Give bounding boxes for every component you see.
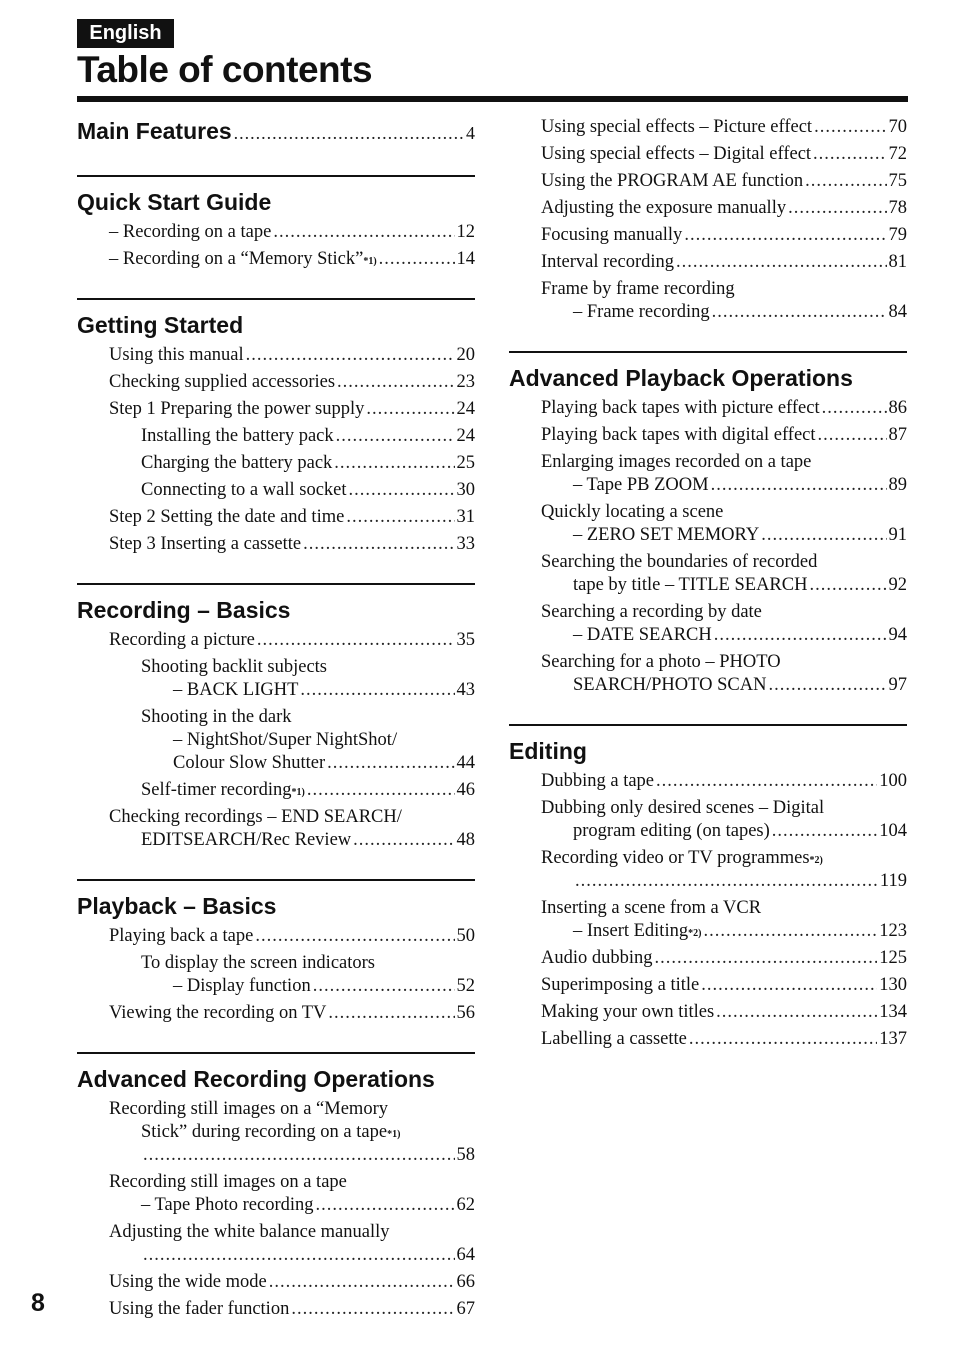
entry-line-final [77,1144,475,1167]
section-title: Main Features [77,118,232,144]
dot-leader [818,424,887,447]
entry-line-final [77,925,475,948]
dot-leader [689,1028,877,1051]
entry-text: Connecting to a wall socket [141,480,347,500]
entry-text: Installing the battery pack [141,426,334,446]
entry-line-final [77,752,475,775]
entry-line-final [509,1028,907,1051]
toc-entry[interactable] [77,952,475,998]
entry-line [77,656,475,679]
toc-entry[interactable] [509,1001,907,1024]
entry-line-final [77,1271,475,1294]
page-ref[interactable]: 78 [888,198,907,218]
entry-text: Colour Slow Shutter [173,753,326,773]
entry-text: Interval recording [541,252,675,272]
toc-entry[interactable] [509,551,907,597]
toc-section-advanced-recording-operations [77,1052,475,1321]
entry-text: Self-timer recording [141,780,292,800]
entry-text: Recording a picture [109,630,255,650]
entry-line-final [509,116,907,139]
dot-leader [366,398,454,421]
entry-line [77,806,475,829]
page-ref[interactable]: 24 [456,426,475,446]
page-ref[interactable]: 20 [456,345,475,365]
entry-line-final [509,170,907,193]
entry-line-final [77,975,475,998]
dot-leader [684,224,886,247]
page-ref[interactable]: 89 [888,475,907,495]
toc-entry[interactable] [77,1171,475,1217]
dot-leader [328,1002,454,1025]
entry-line-final [509,870,907,893]
section-heading: Quick Start Guide [77,189,272,215]
entry-text: Audio dubbing [541,948,653,968]
page-ref[interactable]: 64 [456,1245,475,1265]
dot-leader [814,116,886,139]
page-ref[interactable]: 31 [456,507,475,527]
page-ref[interactable]: 70 [888,117,907,137]
section-heading: Playback – Basics [77,893,277,919]
page-ref[interactable]: 14 [456,249,475,269]
page-ref[interactable]: 62 [456,1195,475,1215]
entry-text: To display the screen indicators [141,953,375,973]
dot-leader [316,1194,455,1217]
dot-leader [809,574,886,597]
toc-section-quick-start-guide [77,175,475,271]
section-heading: Editing [509,738,587,764]
page-ref[interactable]: 86 [888,398,907,418]
entry-line-final [509,947,907,970]
page-ref[interactable]: 104 [879,821,907,841]
page-ref[interactable]: 23 [456,372,475,392]
entry-text: – BACK LIGHT [173,680,299,700]
entry-line [77,1221,475,1244]
entry-line-final [77,829,475,852]
entry-line: Recording video or TV programmes *2) [541,848,823,868]
section-heading: Getting Started [77,312,244,338]
entry-line-final [509,474,907,497]
entry-text: program editing (on tapes) [573,821,770,841]
entry-line-final: Self-timer recording *1) ..... 46 [77,779,475,802]
entry-line [77,952,475,975]
entry-text: Searching for a photo – PHOTO [541,652,781,672]
page-ref[interactable]: 81 [888,252,907,272]
dot-leader [712,301,887,324]
entry-line-final [509,674,907,697]
entry-line [77,1171,475,1194]
entry-text: Labelling a cassette [541,1029,687,1049]
entry-text: Step 1 Preparing the power supply [109,399,365,419]
toc-section-continued [509,104,907,324]
toc-entry[interactable] [509,251,907,274]
entry-line-final [77,629,475,652]
dot-leader [334,452,454,475]
page-ref[interactable]: 72 [888,144,907,164]
toc-entry[interactable] [77,371,475,394]
entry-line-final [77,452,475,475]
toc-entry[interactable] [77,344,475,367]
page-ref[interactable]: 94 [888,625,907,645]
toc-entry[interactable] [77,1098,475,1167]
toc-entry[interactable] [509,278,907,324]
section-heading: Recording – Basics [77,597,291,623]
toc-section-editing [509,724,907,1051]
entry-line-final: – Insert Editing *2) ..... 123 [509,920,907,943]
entry-text: Frame by frame recording [541,279,735,299]
entry-text: Playing back a tape [109,926,254,946]
dot-leader [300,679,454,702]
dot-leader [805,170,886,193]
toc-section-getting-started [77,298,475,556]
toc-entry[interactable] [509,651,907,697]
entry-line [77,706,475,729]
entry-text: Adjusting the exposure manually [541,198,787,218]
entry-line-final: – Recording on a “Memory Stick” *1) ..... 14 [77,248,475,271]
toc-section-main-features [77,104,475,148]
toc-entry[interactable] [77,533,475,556]
entry-line [77,1098,475,1121]
toc-entry[interactable] [77,656,475,702]
toc-entry[interactable] [77,248,475,271]
dot-leader [772,820,877,843]
dot-leader [656,770,877,793]
entry-text: EDITSEARCH/Rec Review [141,830,352,850]
toc-entry[interactable] [77,779,475,802]
page-ref[interactable]: 33 [456,534,475,554]
page-ref[interactable]: 35 [456,630,475,650]
entry-line-final [77,533,475,556]
page-ref[interactable]: 50 [456,926,475,946]
language-badge: English [77,19,174,48]
section-heading [77,116,475,148]
entry-text: Charging the battery pack [141,453,333,473]
dot-leader [303,533,454,556]
entry-line [509,501,907,524]
entry-line [509,797,907,820]
dot-leader [714,624,887,647]
page-ref[interactable]: 43 [456,680,475,700]
toc-entry[interactable] [509,947,907,970]
entry-text: Dubbing only desired scenes – Digital [541,798,825,818]
entry-text: tape by title – TITLE SEARCH [573,575,808,595]
entry-text: Searching the boundaries of recorded [541,552,818,572]
dot-leader [701,974,877,997]
entry-line-final [77,398,475,421]
entry-line: Stick” during recording on a tape *1) [141,1122,401,1142]
entry-line-final [77,371,475,394]
entry-text: Viewing the recording on TV [109,1003,327,1023]
dot-leader [711,474,887,497]
page-ref[interactable]: 137 [879,1029,907,1049]
entry-line [509,551,907,574]
entry-text: – DATE SEARCH [573,625,712,645]
dot-leader [143,1144,455,1167]
page-ref[interactable]: 25 [456,453,475,473]
entry-text: Step 3 Inserting a cassette [109,534,302,554]
entry-line-final [77,506,475,529]
dot-leader [313,975,455,998]
toc-entry[interactable] [77,1002,475,1025]
entry-text: Adjusting the white balance manually [109,1222,390,1242]
entry-line-final [509,624,907,647]
dot-leader [273,221,454,244]
toc-entry[interactable] [509,397,907,420]
toc-entry[interactable] [509,601,907,647]
toc-entry[interactable] [509,224,907,247]
entry-text: Checking supplied accessories [109,372,336,392]
entry-text: Step 2 Setting the date and time [109,507,345,527]
page-ref[interactable]: 87 [888,425,907,445]
dot-leader [703,920,877,943]
entry-text: Using special effects – Picture effect [541,117,813,137]
entry-text: Dubbing a tape [541,771,655,791]
dot-leader [269,1271,455,1294]
entry-line-final [509,1001,907,1024]
entry-line-final [77,344,475,367]
entry-line-final [509,251,907,274]
page-ref[interactable]: 46 [456,780,475,800]
section-heading: Advanced Playback Operations [509,365,853,391]
toc-entry[interactable] [77,706,475,775]
entry-text: – Frame recording [573,302,710,322]
toc-section-advanced-playback-operations [509,351,907,697]
toc-entry[interactable] [509,1028,907,1051]
dot-leader [575,870,878,893]
dot-leader [255,925,454,948]
page-ref[interactable]: 67 [456,1299,475,1319]
page-ref[interactable]: 79 [888,225,907,245]
entry-text: Shooting in the dark [141,707,292,727]
entry-text: Using the wide mode [109,1272,267,1292]
toc-entry[interactable] [509,197,907,220]
toc-entry[interactable] [509,501,907,547]
page-ref[interactable]: 91 [888,525,907,545]
toc-entry[interactable] [509,451,907,497]
toc-entry[interactable] [77,1271,475,1294]
toc-entry[interactable] [509,974,907,997]
page-ref[interactable]: 12 [456,222,475,242]
entry-text: Recording still images on a “Memory [109,1099,388,1119]
toc-entry[interactable] [77,925,475,948]
page-ref[interactable]: 58 [456,1145,475,1165]
entry-text: Recording still images on a tape [109,1172,347,1192]
entry-line-final [509,524,907,547]
toc-section-playback-basics [77,879,475,1025]
entry-line [509,601,907,624]
page-ref[interactable]: 125 [879,948,907,968]
page-title: Table of contents [77,49,373,90]
toc-entry[interactable] [77,425,475,448]
dot-leader [813,143,886,166]
entry-line-final [77,425,475,448]
dot-leader [291,1298,454,1321]
toc-entry[interactable] [77,1298,475,1321]
page-ref[interactable]: 92 [888,575,907,595]
entry-line-final [509,197,907,220]
entry-line-final [509,397,907,420]
toc-entry[interactable] [509,897,907,943]
page-ref[interactable]: 119 [879,871,907,891]
page-ref[interactable]: 97 [888,675,907,695]
entry-text: Using the fader function [109,1299,290,1319]
dot-leader [768,674,886,697]
page-ref[interactable]: 130 [879,975,907,995]
entry-text: Focusing manually [541,225,683,245]
toc-entry[interactable] [77,629,475,652]
entry-text: Superimposing a title [541,975,700,995]
section-heading: Advanced Recording Operations [77,1066,435,1092]
dot-leader [379,248,455,271]
toc-entry[interactable] [77,452,475,475]
entry-text: – Tape Photo recording [141,1195,314,1215]
title-rule [77,96,908,102]
entry-line-final [509,424,907,447]
page-ref[interactable]: 24 [456,399,475,419]
page-ref[interactable]: 56 [456,1003,475,1023]
dot-leader [761,524,886,547]
page-ref[interactable]: 100 [879,771,907,791]
entry-text: Using this manual [109,345,244,365]
entry-line-final [509,143,907,166]
entry-line [509,278,907,301]
dot-leader [337,371,454,394]
entry-line-final [77,479,475,502]
toc-entry[interactable] [77,506,475,529]
entry-line [77,729,475,752]
page-ref[interactable]: 66 [456,1272,475,1292]
toc-entry[interactable] [509,797,907,843]
entry-text: – Insert Editing [573,921,689,941]
entry-text: – ZERO SET MEMORY [573,525,760,545]
entry-line-final [509,974,907,997]
entry-text: Playing back tapes with digital effect [541,425,816,445]
entry-line-final [509,301,907,324]
page-ref[interactable]: 4 [466,123,475,143]
entry-text: – NightShot/Super NightShot/ [173,730,398,750]
entry-text: – Tape PB ZOOM [573,475,709,495]
entry-text: Playing back tapes with picture effect [541,398,820,418]
page-ref[interactable]: 44 [456,753,475,773]
toc-column-left [77,104,475,1325]
toc-entry[interactable] [509,143,907,166]
toc-entry[interactable] [77,398,475,421]
dot-leader [336,425,455,448]
entry-text: SEARCH/PHOTO SCAN [573,675,767,695]
page-ref[interactable]: 48 [456,830,475,850]
entry-text: Stick” during recording on a tape [141,1122,388,1142]
entry-line-final [77,679,475,702]
dot-leader [353,829,454,852]
page-ref[interactable]: 30 [456,480,475,500]
toc-entry[interactable] [509,770,907,793]
toc-entry[interactable] [509,116,907,139]
entry-line [509,651,907,674]
dot-leader [788,197,886,220]
entry-text: Using the PROGRAM AE function [541,171,804,191]
entry-line-final [77,221,475,244]
entry-text: Using special effects – Digital effect [541,144,812,164]
entry-text: Enlarging images recorded on a tape [541,452,812,472]
dot-leader [655,947,878,970]
entry-line-final [509,820,907,843]
toc-section-recording-basics [77,583,475,852]
entry-text: Recording video or TV programmes [541,848,810,868]
entry-text: Quickly locating a scene [541,502,724,522]
toc-column-right [509,104,907,1055]
toc-entry[interactable] [77,221,475,244]
entry-line-final [77,1244,475,1267]
entry-line-final [77,1002,475,1025]
entry-line [509,897,907,920]
dot-leader [234,118,464,148]
toc-entry[interactable] [509,424,907,447]
dot-leader [246,344,455,367]
entry-line-final [509,224,907,247]
dot-leader [349,479,455,502]
page-ref[interactable]: 84 [888,302,907,322]
entry-text: Searching a recording by date [541,602,762,622]
entry-line [509,451,907,474]
entry-line-final [77,1298,475,1321]
page-ref[interactable]: 123 [879,921,907,941]
dot-leader [257,629,455,652]
dot-leader [346,506,454,529]
entry-line-final [509,770,907,793]
dot-leader [822,397,887,420]
toc-entry[interactable] [77,479,475,502]
entry-text: Making your own titles [541,1002,715,1022]
page-ref[interactable]: 75 [888,171,907,191]
entry-line-final [509,574,907,597]
page-ref[interactable]: 134 [879,1002,907,1022]
entry-text: – Recording on a tape [109,222,272,242]
page-ref[interactable]: 52 [456,976,475,996]
toc-entry[interactable] [509,847,907,893]
dot-leader [143,1244,455,1267]
toc-entry[interactable] [509,170,907,193]
dot-leader [676,251,886,274]
entry-text: Inserting a scene from a VCR [541,898,762,918]
toc-entry[interactable] [77,806,475,852]
entry-text: – Recording on a “Memory Stick” [109,249,364,269]
page-number: 8 [31,1289,45,1317]
entry-text: – Display function [173,976,311,996]
dot-leader [716,1001,877,1024]
toc-entry[interactable] [77,1221,475,1267]
dot-leader [307,779,455,802]
entry-line-final [77,1194,475,1217]
entry-text: Shooting backlit subjects [141,657,328,677]
entry-text: Checking recordings – END SEARCH/ [109,807,402,827]
dot-leader [327,752,454,775]
